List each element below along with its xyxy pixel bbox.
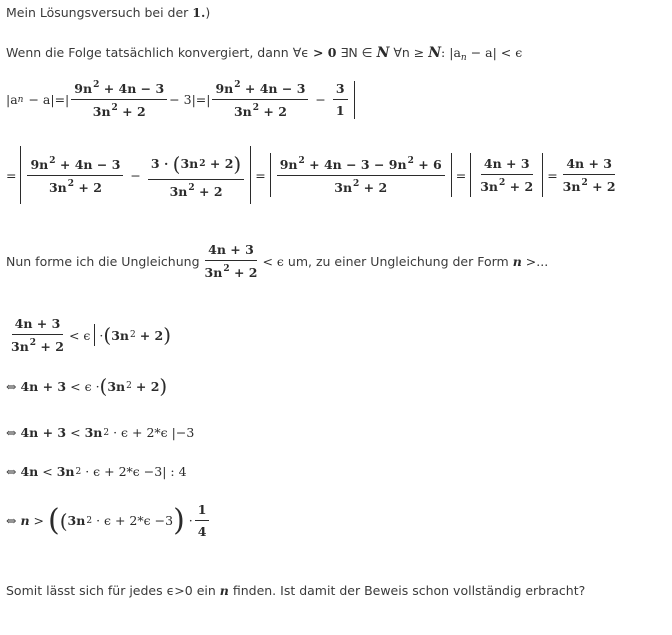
- forall-n: ∀n ≥: [393, 45, 425, 60]
- fraction: $9n^2 + 4n - 3$ $3n^2 + 2$: [212, 80, 308, 119]
- fraction-1-over-4: 1 4: [195, 502, 210, 539]
- minus-a: − a| < ϵ: [470, 45, 523, 60]
- intro-close: ): [205, 5, 211, 20]
- intro-text: Mein Lösungsversuch bei der: [6, 5, 189, 20]
- abs-bar: [20, 146, 21, 204]
- abs-bar: [542, 153, 543, 197]
- equation-line-2: = $9n^2 + 4n - 3$ $3n^2 + 2$ − 3 · ( 3n 2 + 2 ) $3n^2 + 2$ = $9n^2 + 4n - 3 - 9n^2 + 6$ $3n^2 + 2$ = 4n + 3 $3n^2 + 2$ = $\frac{4n + 3}{3n^2 + 2}$: [6, 146, 621, 204]
- sub-n: n: [17, 94, 24, 105]
- inequality-line-5: ⇔ n > ( ( 3n 2 · ϵ + 2*ϵ −3 ) · 1 4: [6, 502, 211, 539]
- fraction: 4n + 3 $3n^2 + 2$: [204, 242, 258, 280]
- fraction: 4n + 3 $3n^2 + 2$: [11, 316, 64, 354]
- transform-line: Nun forme ich die Ungleichung 4n + 3 $3n^2 + 2$ < ϵ um, zu einer Ungleichung der Form n >...: [6, 242, 549, 280]
- abs-open: |a: [6, 92, 18, 107]
- transform-text: Nun forme ich die Ungleichung: [6, 253, 200, 269]
- fraction: $9n^2 + 4n - 3 - 9n^2 + 6$ $3n^2 + 2$: [277, 156, 445, 195]
- inequality-line-1: 4n + 3 $3n^2 + 2$ < ϵ · ( 3n 2 + 2 ): [6, 316, 171, 354]
- definition-text: Wenn die Folge tatsächlich konvergiert, dann: [6, 45, 289, 60]
- abs-bar: [270, 153, 271, 197]
- minus-a-eq: − a|=|: [28, 92, 70, 107]
- fraction: 3 · ( 3n 2 + 2 ) $3n^2 + 2$: [148, 152, 244, 199]
- intro-line: [6, 5, 210, 20]
- abs-bar: [451, 153, 452, 197]
- fraction: $9n^2 + 4n - 3$ $3n^2 + 2$: [27, 156, 123, 195]
- gt-zero: > 0: [312, 45, 337, 60]
- exists-n: ∃N ∈: [340, 45, 373, 60]
- inequality-line-2: ⇔ 4n + 3 < ϵ · ( 3n 2 + 2 ): [6, 374, 168, 398]
- abs-bar: [470, 153, 471, 197]
- conclusion-text: Somit lässt sich für jedes ϵ>0 ein: [6, 583, 216, 598]
- forall-eps: ∀ϵ: [292, 45, 309, 60]
- fraction: $\frac{4n + 3}{3n^2 + 2}$: [562, 156, 616, 194]
- conclusion-line: Somit lässt sich für jedes ϵ>0 ein n finden. Ist damit der Beweis schon vollständig erbracht?: [6, 583, 586, 598]
- set-n: N: [376, 45, 390, 61]
- fraction: $9n^2 + 4n - 3$ $3n^2 + 2$: [71, 80, 167, 119]
- definition-line: [6, 45, 522, 63]
- operation-bar: [94, 324, 95, 346]
- colon-abs: : |a: [441, 45, 461, 60]
- sub-n: n: [460, 53, 467, 63]
- inequality-line-3: ⇔ 4n + 3 < 3n 2 · ϵ + 2*ϵ |−3: [6, 425, 195, 440]
- fraction-3-over-1: 3 1: [333, 81, 348, 118]
- abs-bar: [354, 81, 355, 119]
- minus-3-eq: − 3|=|: [169, 92, 211, 107]
- equation-line-1: |a n − a|=| $9n^2 + 4n - 3$ $3n^2 + 2$ − 3|=| $9n^2 + 4n - 3$ $3n^2 + 2$ − 3 1: [6, 80, 359, 119]
- n-var: N: [428, 45, 442, 61]
- inequality-line-4: ⇔ 4n < 3n 2 · ϵ + 2*ϵ −3| : 4: [6, 464, 187, 479]
- fraction: 4n + 3 $3n^2 + 2$: [480, 156, 534, 194]
- abs-bar: [250, 146, 251, 204]
- exercise-number: 1.: [192, 5, 206, 20]
